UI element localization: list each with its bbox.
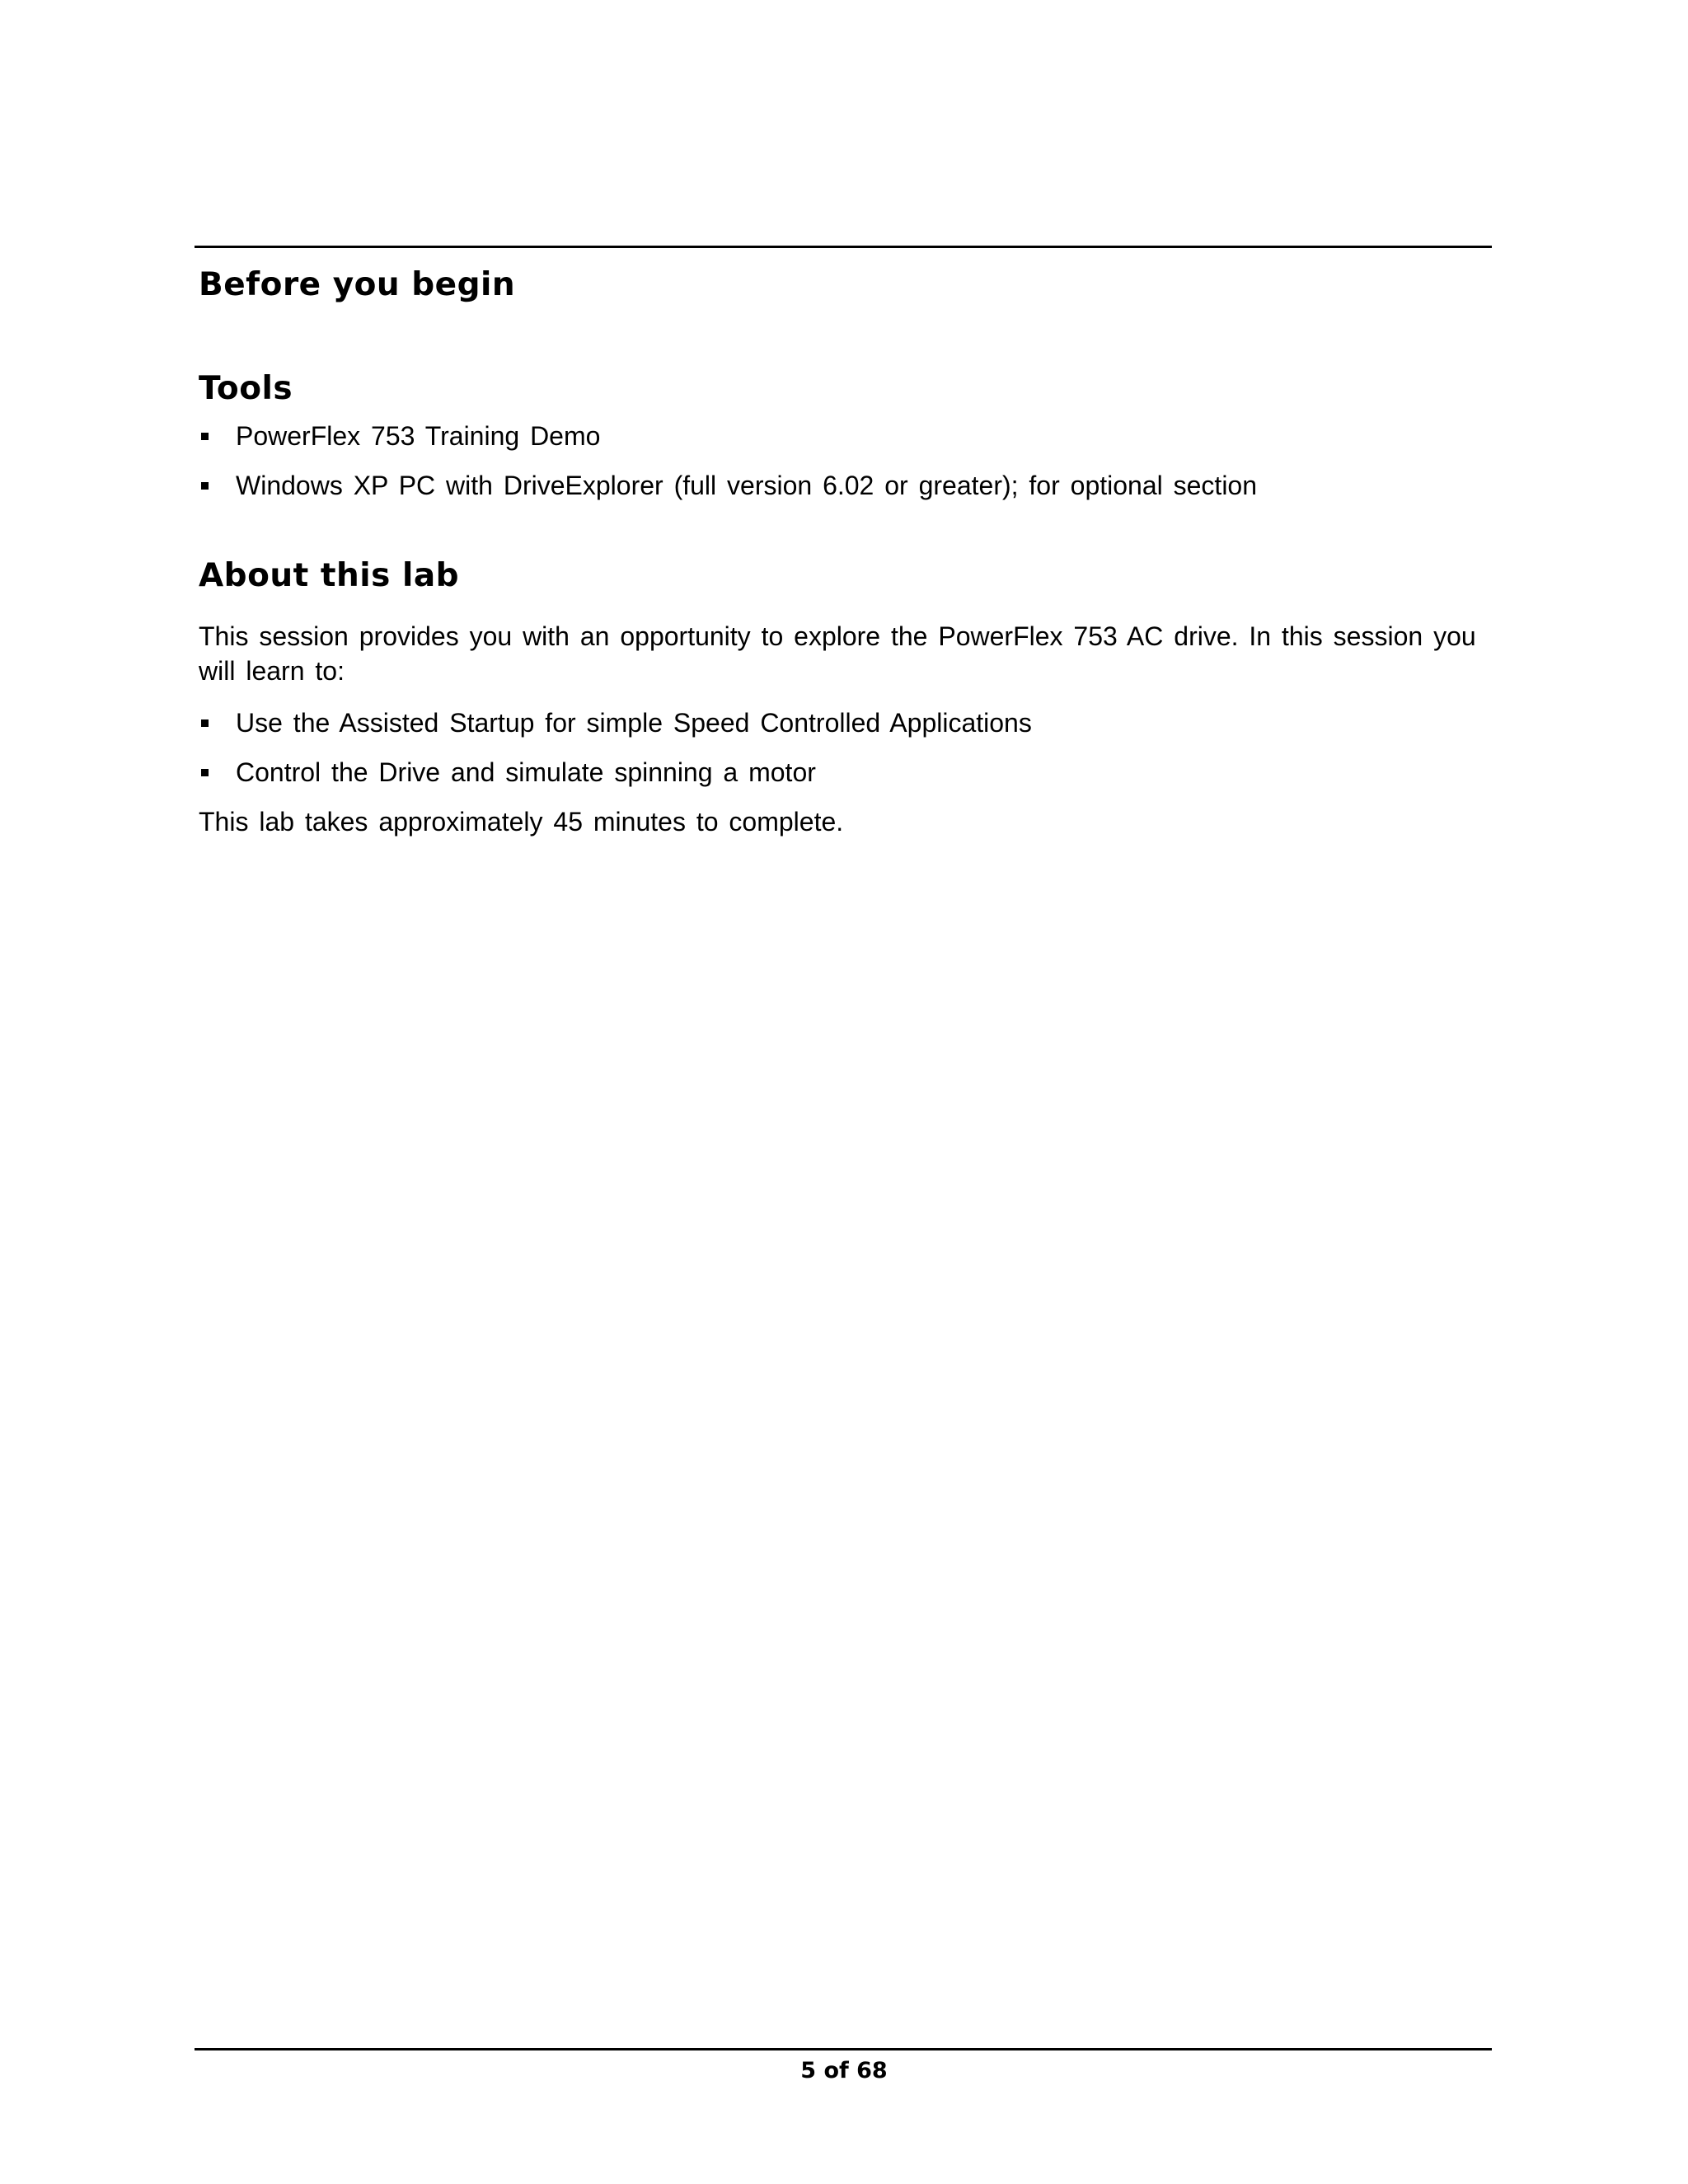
bullet-square-icon [201,769,209,776]
page-title: Before you begin [199,266,516,303]
learning-objectives-list [199,698,1484,797]
bullet-square-icon [201,719,209,727]
tools-list [199,411,1484,510]
list-item-text: Use the Assisted Startup for simple Speed Controlled Applications [236,708,1032,738]
bullet-square-icon [201,433,209,440]
page-number: 5 of 68 [800,2058,888,2083]
tools-heading: Tools [199,370,293,407]
list-item-text: PowerFlex 753 Training Demo [236,421,601,451]
list-item [199,748,1484,797]
bullet-square-icon [201,482,209,490]
top-divider [195,246,1492,248]
list-item-text: Control the Drive and simulate spinning a motor [236,757,816,787]
about-intro-paragraph: This session provides you with an opportunity to explore the PowerFlex 753 AC drive. In this session you will learn to: [199,621,1476,686]
list-item-text: Windows XP PC with DriveExplorer (full version 6.02 or greater); for optional section [236,471,1258,500]
footer-divider [195,2048,1492,2050]
lab-duration-text: This lab takes approximately 45 minutes to complete. [199,807,844,837]
about-heading: About this lab [199,557,460,594]
list-item [199,461,1484,510]
list-item [199,698,1484,748]
list-item [199,411,1484,461]
